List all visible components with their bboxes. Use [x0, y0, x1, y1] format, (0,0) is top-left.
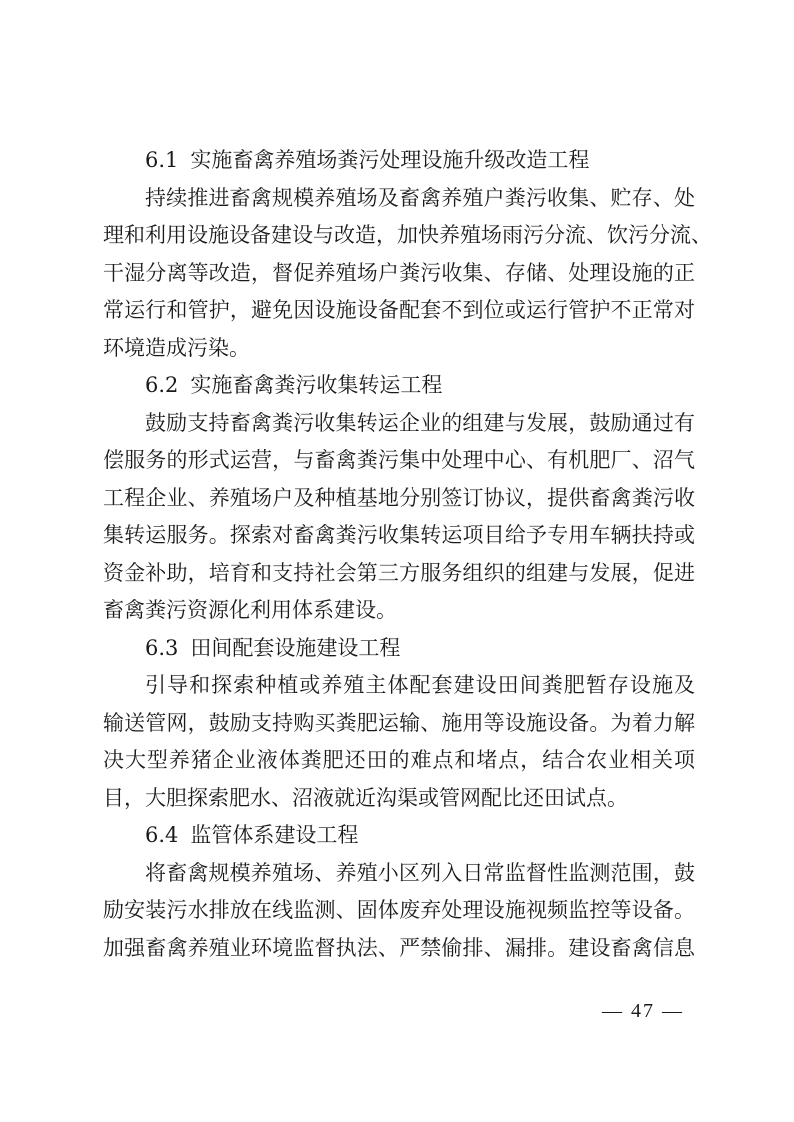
paragraph-line: 理和利用设施设备建设与改造，加快养殖场雨污分流、饮污分流、	[103, 223, 712, 247]
paragraph-line: 干湿分离等改造，督促养殖场户粪污收集、存储、处理设施的正	[103, 260, 695, 285]
paragraph-line: 决大型养猪企业液体粪肥还田的难点和堵点，结合农业相关项	[103, 748, 695, 772]
page-number: — 47 —	[602, 1000, 684, 1022]
paragraph-line: 环境造成污染。	[103, 335, 250, 360]
section-number: 6.2	[145, 373, 179, 397]
paragraph-line: 集转运服务。探索对畜禽粪污收集转运项目给予专用车辆扶持或	[103, 523, 695, 547]
section-title: 实施畜禽养殖场粪污处理设施升级改造工程	[190, 148, 590, 172]
section-heading-6-1	[103, 142, 695, 180]
paragraph-line: 加强畜禽养殖业环境监督执法、严禁偷排、漏排。建设畜禽信息	[103, 935, 695, 960]
section-heading-6-2	[103, 367, 695, 405]
paragraph-line: 鼓励支持畜禽粪污收集转运企业的组建与发展，鼓励通过有	[145, 410, 695, 435]
section-title: 田间配套设施建设工程	[190, 635, 401, 660]
paragraph-line: 持续推进畜禽规模养殖场及畜禽养殖户粪污收集、贮存、处	[145, 185, 695, 210]
paragraph-line: 工程企业、养殖场户及种植基地分别签订协议，提供畜禽粪污收	[103, 485, 695, 510]
section-number: 6.4	[145, 823, 179, 847]
paragraph-line: 励安装污水排放在线监测、固体废弃处理设施视频监控等设备。	[103, 898, 695, 922]
section-number: 6.3	[145, 635, 179, 660]
section-heading-6-3	[103, 630, 695, 668]
section-number: 6.1	[145, 148, 179, 172]
paragraph-line: 输送管网，鼓励支持购买粪肥运输、施用等设施设备。为着力解	[103, 710, 695, 735]
section-title: 监管体系建设工程	[190, 823, 359, 847]
paragraph-line: 偿服务的形式运营，与畜禽粪污集中处理中心、有机肥厂、沼气	[103, 448, 695, 472]
paragraph-line: 常运行和管护，避免因设施设备配套不到位或运行管护不正常对	[103, 298, 695, 322]
paragraph-line: 资金补助，培育和支持社会第三方服务组织的组建与发展，促进	[103, 560, 695, 585]
section-heading-6-4	[103, 817, 695, 855]
paragraph-line: 畜禽粪污资源化利用体系建设。	[103, 598, 397, 622]
paragraph-line: 引导和探索种植或养殖主体配套建设田间粪肥暂存设施及	[145, 673, 695, 697]
paragraph-line: 目，大胆探索肥水、沼液就近沟渠或管网配比还田试点。	[103, 785, 628, 810]
document-body	[103, 142, 712, 967]
section-title: 实施畜禽粪污收集转运工程	[190, 373, 443, 397]
paragraph-line: 将畜禽规模养殖场、养殖小区列入日常监督性监测范围，鼓	[145, 860, 695, 885]
